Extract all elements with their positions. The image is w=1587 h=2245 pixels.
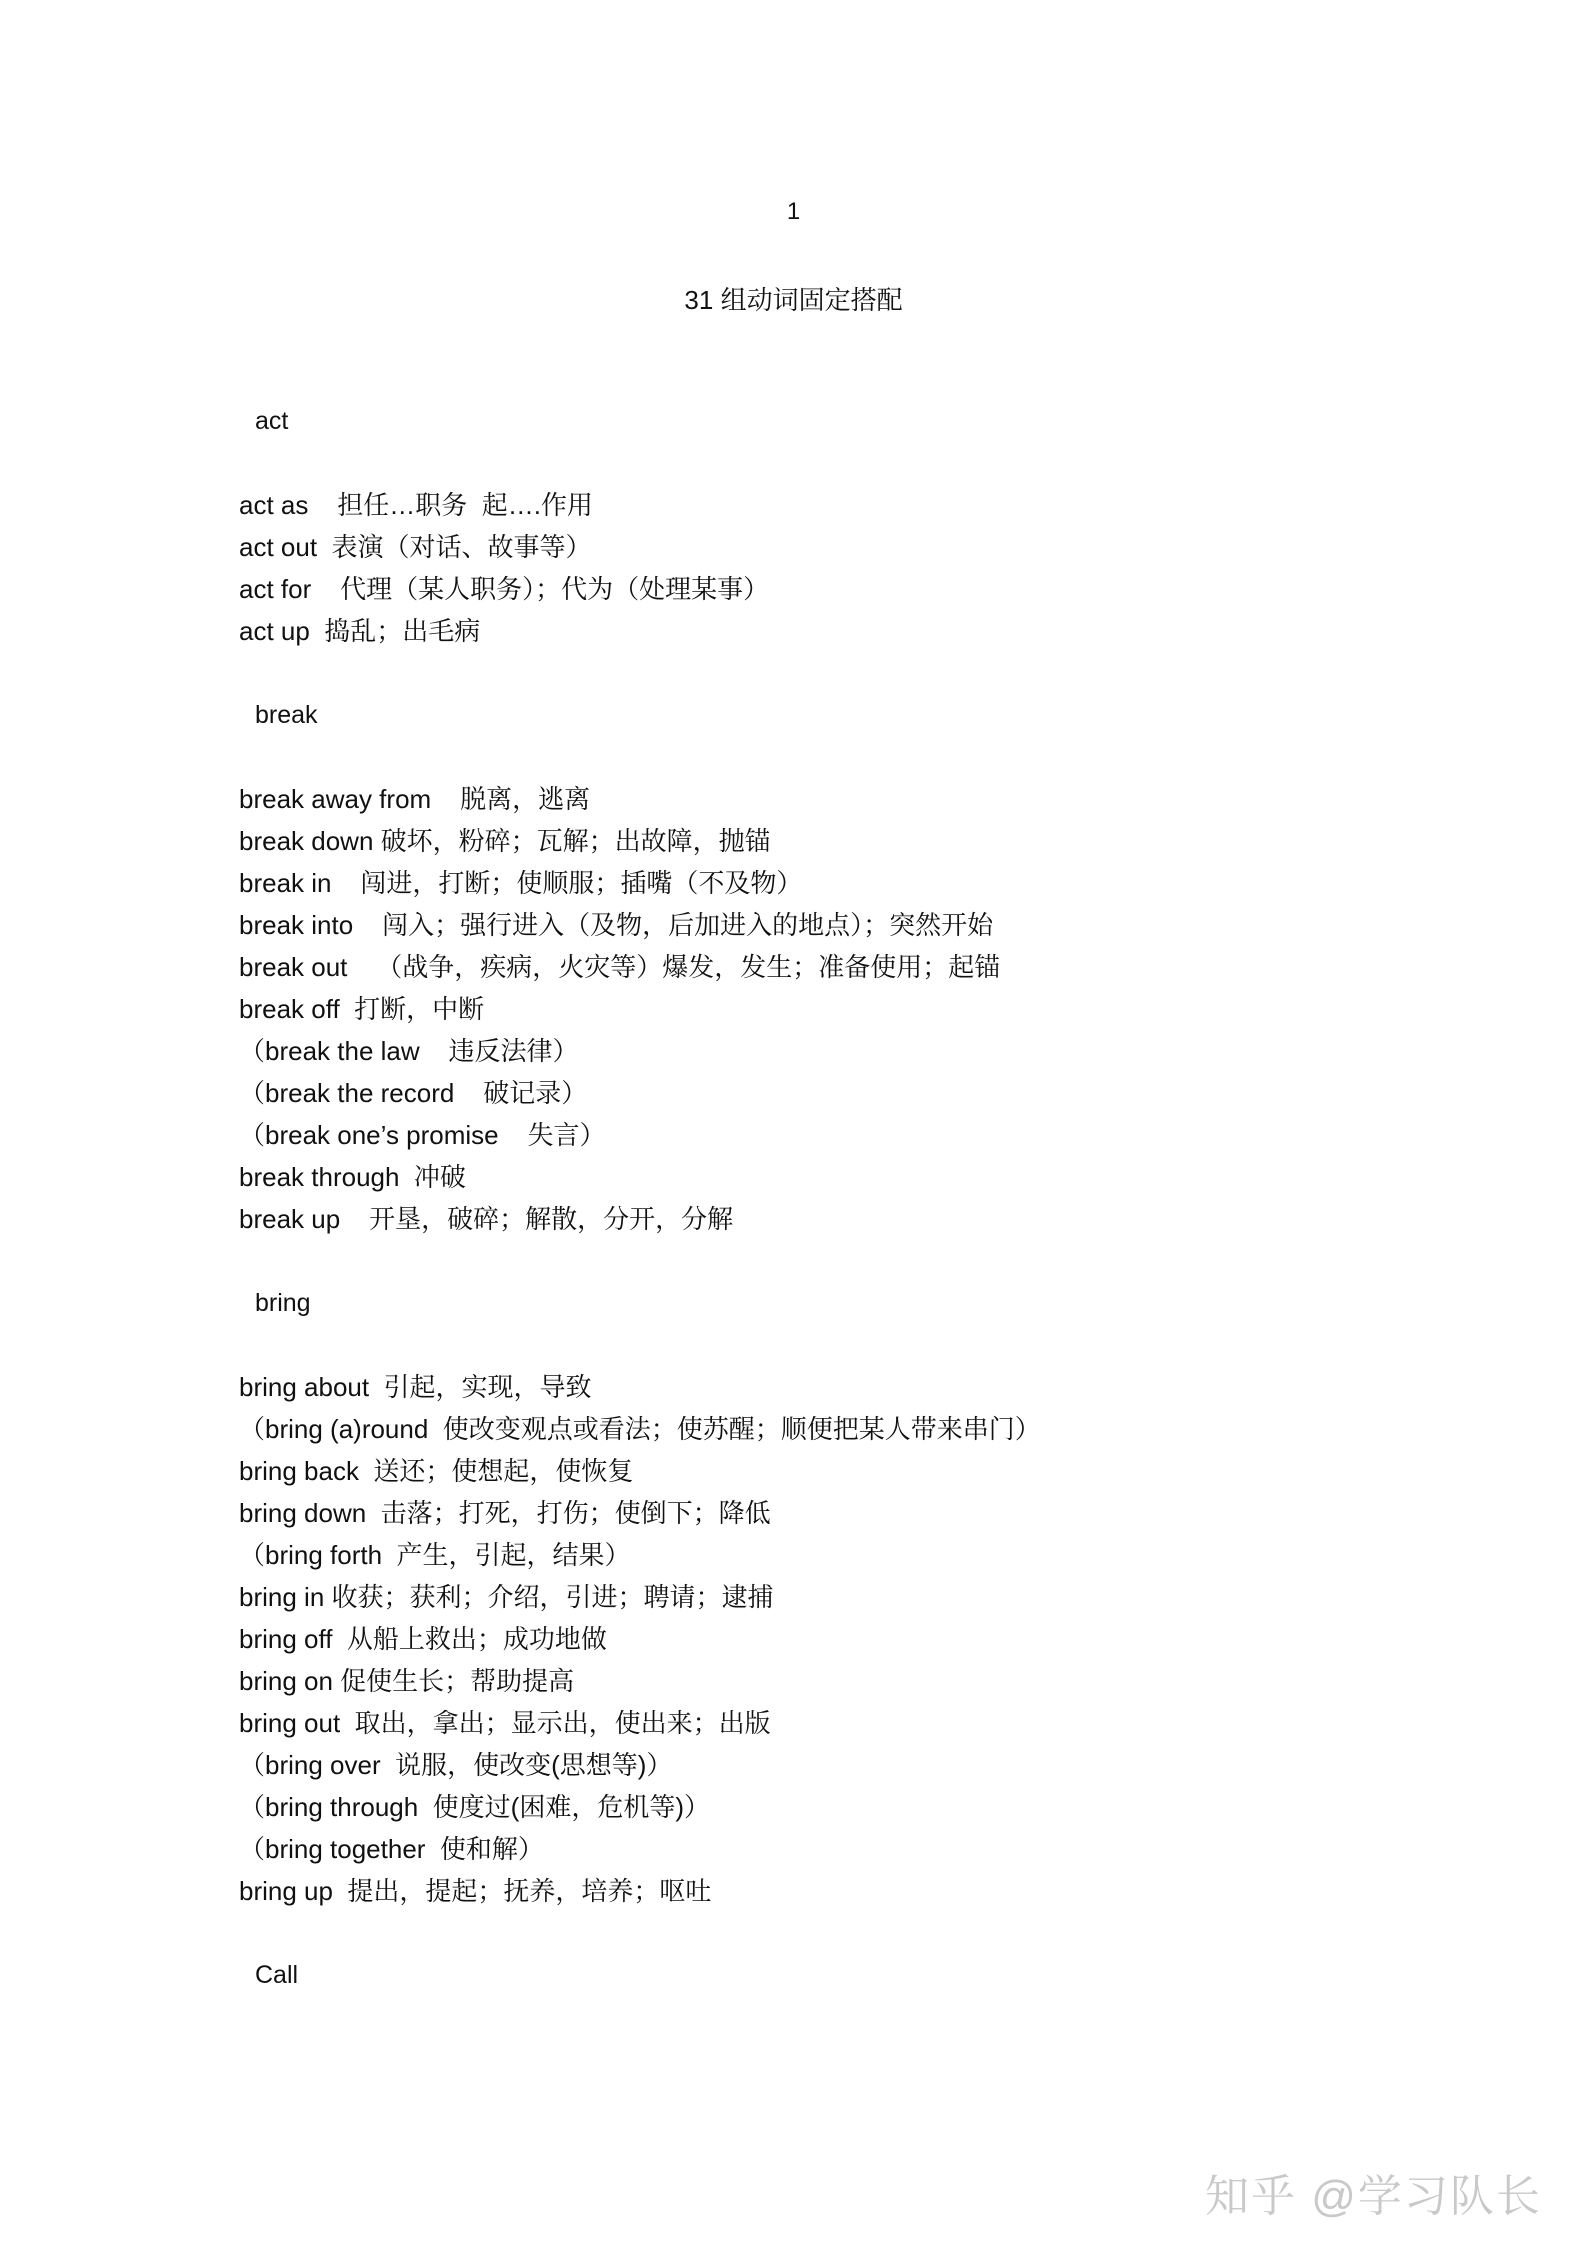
section-act — [239, 400, 1489, 652]
list-item: （bring forth 产生，引起，结果） — [239, 1540, 631, 1570]
section-break — [239, 694, 1489, 1240]
list-item: break in 闯进，打断；使顺服；插嘴（不及物） — [239, 868, 803, 898]
list-item: bring off 从船上救出；成功地做 — [239, 1624, 607, 1654]
list-item: （bring (a)round 使改变观点或看法；使苏醒；顺便把某人带来串门） — [239, 1414, 1041, 1444]
section-heading: break — [255, 701, 318, 729]
entry-group — [239, 484, 1489, 652]
section-heading: act — [255, 407, 289, 435]
list-item: （break the law 违反法律） — [239, 1036, 579, 1066]
list-item: bring back 送还；使想起，使恢复 — [239, 1456, 634, 1486]
list-item: break out （战争，疾病，火灾等）爆发，发生；准备使用；起锚 — [239, 952, 1001, 982]
page-number: 1 — [786, 198, 801, 225]
entry-group — [239, 1366, 1489, 1912]
section-heading: bring — [255, 1289, 311, 1317]
list-item: act out 表演（对话、故事等） — [239, 532, 592, 562]
list-item: act up 捣乱；出毛病 — [239, 616, 481, 646]
list-item: bring on 促使生长；帮助提高 — [239, 1666, 575, 1696]
list-item: bring out 取出，拿出；显示出，使出来；出版 — [239, 1708, 771, 1738]
entry-group — [239, 778, 1489, 1240]
list-item: （bring through 使度过(困难，危机等)） — [239, 1792, 710, 1822]
watermark: 知乎 @学习队长 — [1205, 2172, 1542, 2221]
list-item: break down 破坏，粉碎；瓦解；出故障，抛锚 — [239, 826, 771, 856]
list-item: bring down 击落；打死，打伤；使倒下；降低 — [239, 1498, 771, 1528]
vocab-list — [239, 400, 1489, 2038]
list-item: act for 代理（某人职务）；代为（处理某事） — [239, 574, 770, 604]
list-item: break off 打断，中断 — [239, 994, 485, 1024]
list-item: （bring over 说服，使改变(思想等)） — [239, 1750, 673, 1780]
list-item: break up 开垦，破碎；解散，分开，分解 — [239, 1204, 734, 1234]
list-item: bring about 引起，实现，导致 — [239, 1372, 592, 1402]
list-item: break away from 脱离，逃离 — [239, 784, 591, 814]
list-item: （bring together 使和解） — [239, 1834, 544, 1864]
list-item: act as 担任…职务 起….作用 — [239, 490, 593, 520]
section-call — [239, 1954, 1489, 1996]
list-item: bring up 提出，提起；抚养，培养；呕吐 — [239, 1876, 712, 1906]
page-title: 31 组动词固定搭配 — [684, 285, 903, 315]
list-item: （break one’s promise 失言） — [239, 1120, 606, 1150]
section-heading: Call — [255, 1961, 299, 1989]
list-item: （break the record 破记录） — [239, 1078, 588, 1108]
list-item: break through 冲破 — [239, 1162, 466, 1192]
list-item: break into 闯入；强行进入（及物，后加进入的地点）；突然开始 — [239, 910, 994, 940]
list-item: bring in 收获；获利；介绍，引进；聘请；逮捕 — [239, 1582, 774, 1612]
section-bring — [239, 1282, 1489, 1912]
